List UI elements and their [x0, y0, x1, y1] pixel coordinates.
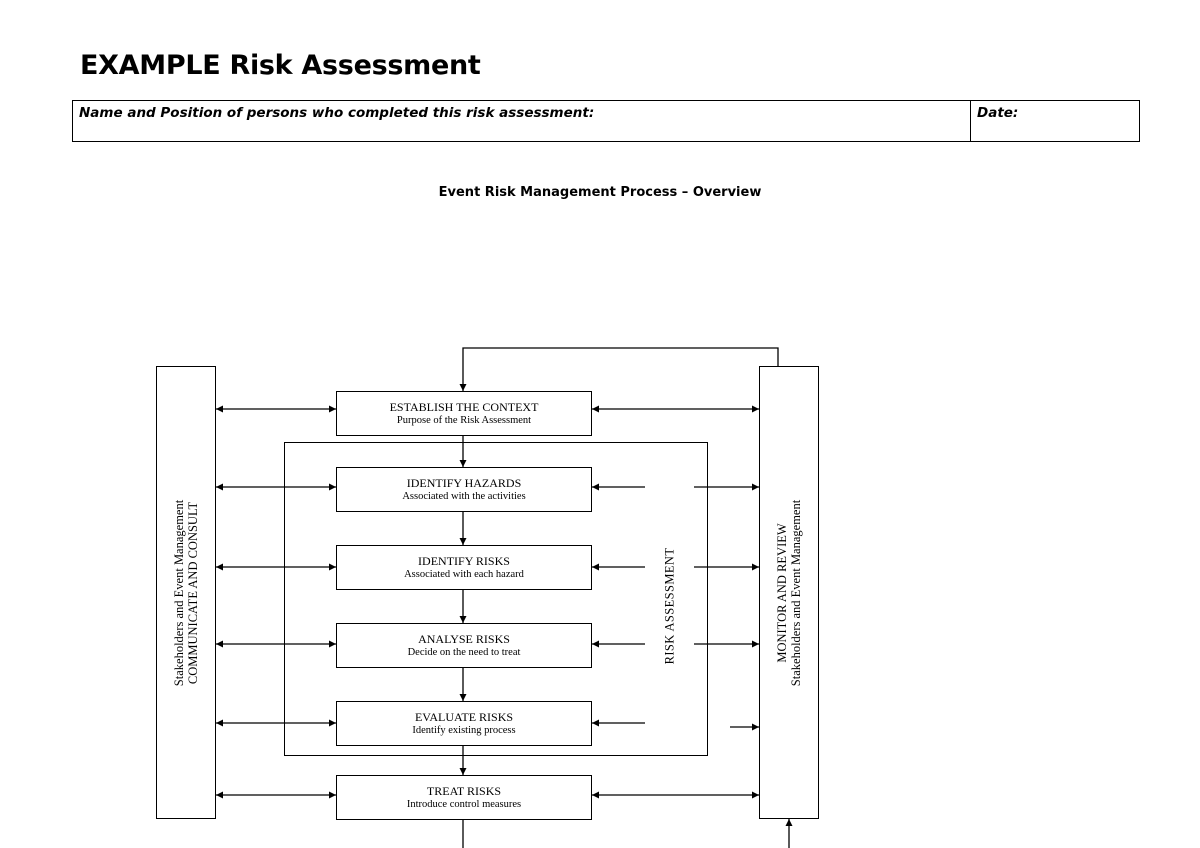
monitor-panel-line-2: Stakeholders and Event Management: [789, 499, 803, 686]
step-subtitle: Associated with each hazard: [404, 568, 524, 580]
step-title: IDENTIFY RISKS: [418, 553, 510, 568]
communicate-panel-line-1: Stakeholders and Event Management: [172, 499, 186, 686]
feedback-loop-arrow: [463, 348, 778, 391]
step-title: ANALYSE RISKS: [418, 631, 510, 646]
step-subtitle: Identify existing process: [412, 724, 516, 736]
step-title: IDENTIFY HAZARDS: [406, 475, 522, 490]
step-subtitle: Purpose of the Risk Assessment: [396, 414, 532, 426]
step-title: ESTABLISH THE CONTEXT: [389, 399, 539, 414]
monitor-panel-line-1: MONITOR AND REVIEW: [775, 522, 789, 663]
name-position-field[interactable]: Name and Position of persons who completed this risk assessment:: [73, 101, 971, 141]
risk-assessment-label: RISK ASSESSMENT: [662, 547, 677, 665]
step-title: EVALUATE RISKS: [414, 709, 514, 724]
step-title: TREAT RISKS: [426, 783, 502, 798]
communicate-panel-line-2: COMMUNICATE AND CONSULT: [186, 501, 200, 684]
step-subtitle: Introduce control measures: [406, 798, 522, 810]
document-title: EXAMPLE Risk Assessment: [80, 50, 481, 81]
step-subtitle: Associated with the activities: [402, 490, 526, 502]
date-field[interactable]: Date:: [977, 105, 1019, 121]
diagram-title: Event Risk Management Process – Overview: [438, 185, 762, 200]
step-subtitle: Decide on the need to treat: [407, 646, 521, 658]
